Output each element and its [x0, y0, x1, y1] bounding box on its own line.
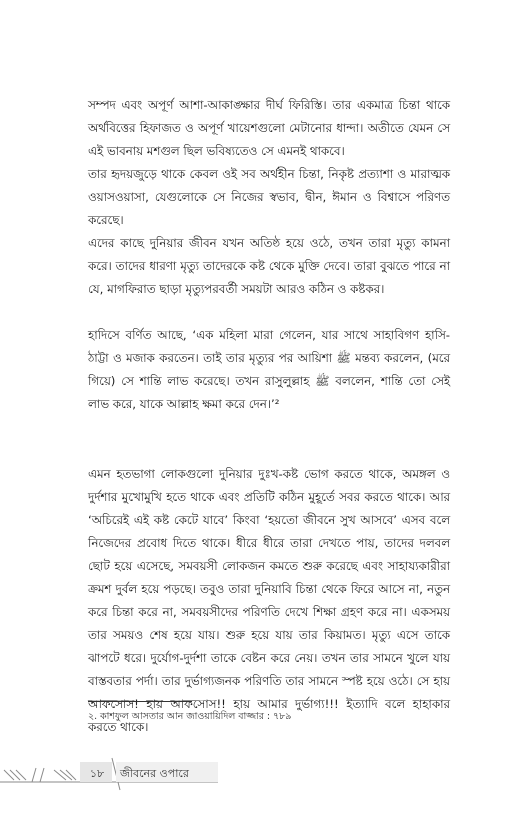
- body-paragraph-2: তার হৃদয়জুড়ে থাকে কেবল ওই সব অর্থহীন চিন্তা, নিকৃষ্ট প্রত্যাশা ও মারাত্মক ওয়াসওয়াসা, যেগুলোকে সে নিজের স্বভাব, দ্বীন, ঈমান ও বিশ্বাসে পরিণত করেছে।: [88, 167, 450, 227]
- body-paragraph-4: হাদিসে বর্ণিত আছে, ‘এক মহিলা মারা গেলেন, যার সাথে সাহাবিগণ হাসি-ঠাট্টা ও মজাক করতেন। তাই তার মৃত্যুর পর আয়িশা ﷺ মন্তব্য করলেন, (মরে গিয়ে) সে শান্তি লাভ করেছে। তখন রাসুলুল্লাহ ﷺ বললেন, শান্তি তো সেই লাভ করে, যাকে আল্লাহ ক্ষমা করে দেন।’²: [88, 328, 450, 411]
- body-paragraph-3: এদের কাছে দুনিয়ার জীবন যখন অতিষ্ঠ হয়ে ওঠে, তখন তারা মৃত্যু কামনা করে। তাদের ধারণা মৃত্যু তাদেরকে কষ্ট থেকে মুক্তি দেবে। তারা বুঝতে পারে না যে, মাগফিরাত ছাড়া মৃত্যুপরবর্তী সময়টা আরও কঠিন ও কষ্টকর।: [88, 236, 450, 296]
- running-title: জীবনের ওপারে: [120, 767, 189, 780]
- footer-ornament: [0, 756, 528, 796]
- page-number: ১৮: [89, 767, 105, 780]
- footnote: ২. কাশফুল আসতার আন জাওয়ায়িদিল বাজ্জার : ৭৮৯: [88, 711, 292, 722]
- body-paragraph-1: সম্পদ এবং অপূর্ণ আশা-আকাঙ্ক্ষার দীর্ঘ ফিরিস্তি। তার একমাত্র চিন্তা থাকে অর্থবিত্তের হিফাজত ও অপূর্ণ খায়েশগুলো মেটানোর ধান্দা। অতীতে যেমন সে এই ভাবনায় মশগুল ছিল ভবিষ্যতেও সে এমনই থাকবে।: [88, 98, 450, 158]
- footnote-divider: [88, 701, 192, 702]
- page-footer: [0, 756, 528, 796]
- body-paragraph-5: এমন হতভাগা লোকগুলো দুনিয়ার দুঃখ-কষ্ট ভোগ করতে থাকে, অমঙ্গল ও দুর্দশার মুখোমুখি হতে থাকে এবং প্রতিটি কঠিন মুহূর্তে সবর করতে থাকে। আর ‘অচিরেই এই কষ্ট কেটে যাবে’ কিংবা ‘হয়তো জীবনে সুখ আসবে’ এসব বলে নিজেদের প্রবোধ দিতে থাকে। ধীরে ধীরে তারা দেখতে পায়, তাদের দলবল ছোট হয়ে এসেছে, সমবয়সী লোকজন কমতে শুরু করেছে এবং সাহায্যকারীরা ক্রমশ দুর্বল হয়ে পড়ছে। তবুও তারা দুনিয়াবি চিন্তা থেকে ফিরে আসে না, নতুন করে চিন্তা করে না, সমবয়সীদের পরিণতি দেখে শিক্ষা গ্রহণ করে না। একসময় তার সময়ও শেষ হয়ে যায়। শুরু হয়ে যায় তার কিয়ামত। মৃত্যু এসে তাকে ঝাপটে ধরে। দুর্যোগ-দুর্দশা তাকে বেষ্টন করে নেয়। তখন তার সামনে খুলে যায় বাস্তবতার পর্দা। তার দুর্ভাগ্যজনক পরিণতি তার সামনে স্পষ্ট হয়ে ওঠে। সে হায় আফসোস! হায় আফসোস!! হায় আমার দুর্ভাগ্য!!! ইত্যাদি বলে হাহাকার করতে থাকে।: [88, 467, 450, 734]
